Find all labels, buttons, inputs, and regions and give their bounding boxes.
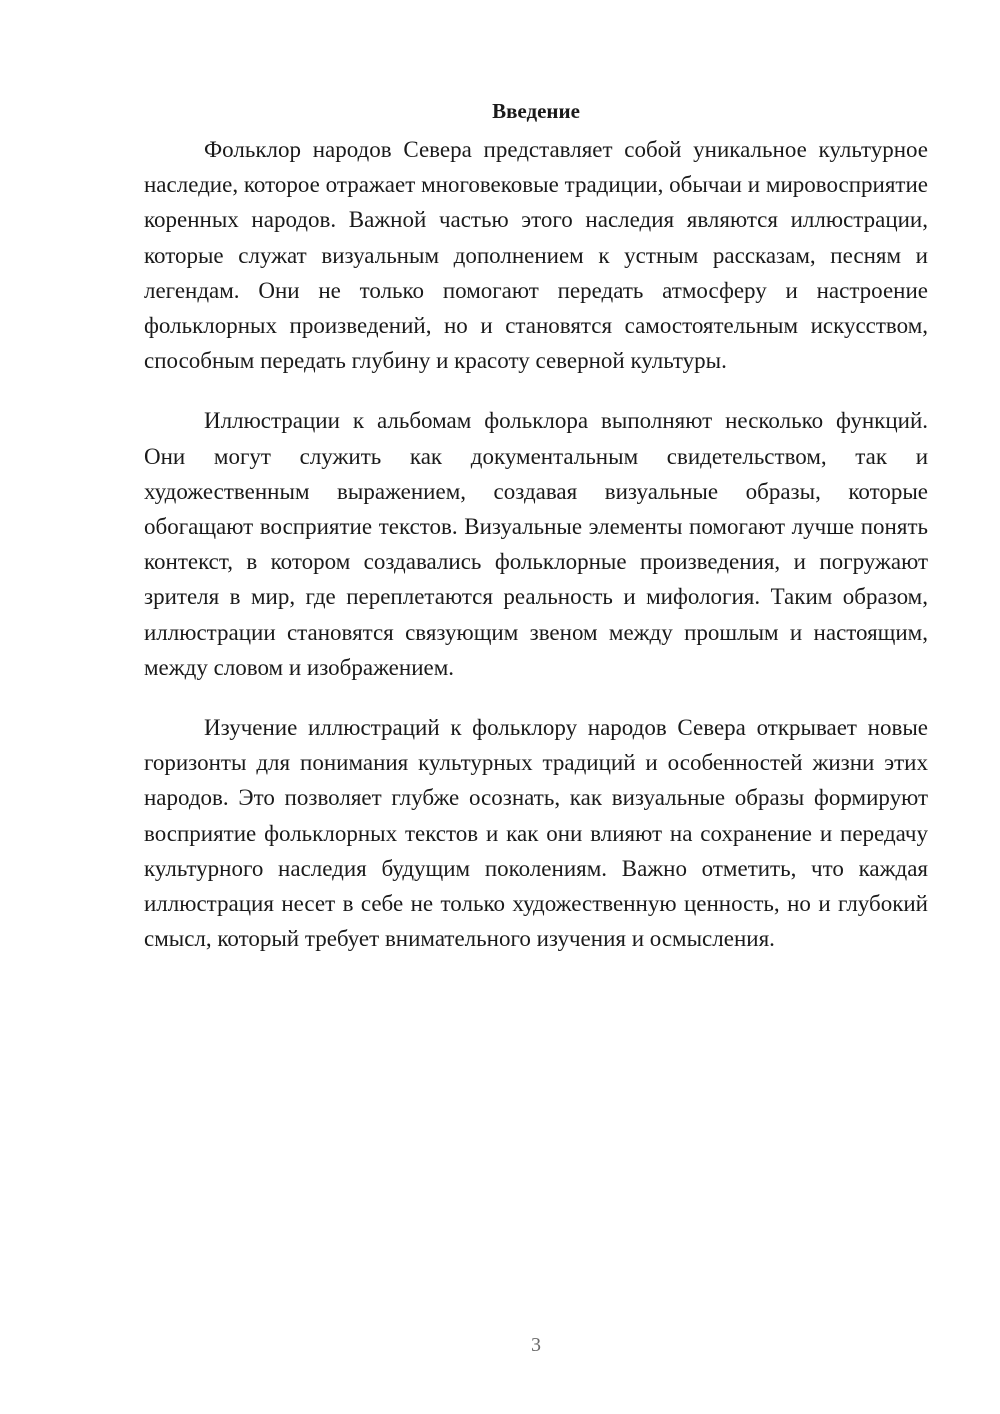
paragraph-1: Фольклор народов Севера представляет собой уникальное культурное наследие, которое отражает многовековые традиции, обычаи и мировосприятие коренных народов. Важной частью этого наследия являются иллюстрации, которые служат визуальным дополнением к устным рассказам, песням и легендам. Они не только помогают передать атмосферу и настроение фольклорных произведений, но и становятся самостоятельным искусством, способным передать глубину и красоту северной культуры. bbox=[144, 137, 928, 374]
section-title: Введение bbox=[492, 99, 580, 123]
page-number: 3 bbox=[531, 1334, 541, 1356]
paragraph-2: Иллюстрации к альбомам фольклора выполняют несколько функций. Они могут служить как документальным свидетельством, так и художественным выражением, создавая визуальные образы, которые обогащают восприятие текстов. Визуальные элементы помогают лучше понять контекст, в котором создавались фольклорные произведения, и погружают зрителя в мир, где переплетаются реальность и мифология. Таким образом, иллюстрации становятся связующим звеном между прошлым и настоящим, между словом и изображением. bbox=[144, 408, 928, 680]
page-content bbox=[144, 96, 928, 981]
paragraph-3: Изучение иллюстраций к фольклору народов Севера открывает новые горизонты для понимания культурных традиций и особенностей жизни этих народов. Это позволяет глубже осознать, как визуальные образы формируют восприятие фольклорных текстов и как они влияют на сохранение и передачу культурного наследия будущим поколениям. Важно отметить, что каждая иллюстрация несет в себе не только художественную ценность, но и глубокий смысл, который требует внимательного изучения и осмысления. bbox=[144, 715, 928, 952]
